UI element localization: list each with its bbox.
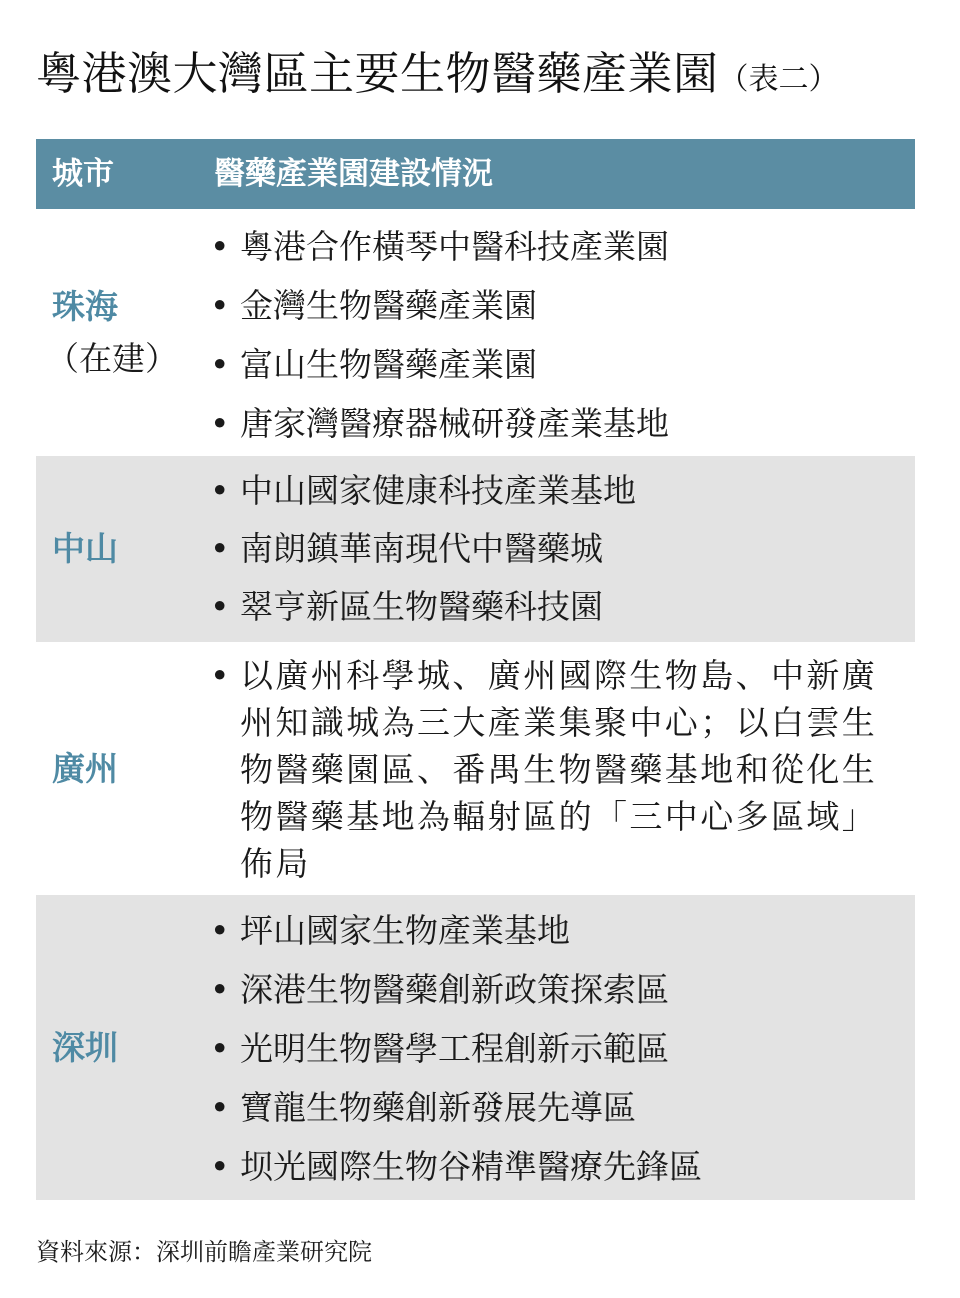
- city-cell-shenzhen: [52, 1022, 202, 1074]
- city-name: 中山: [52, 529, 118, 568]
- list-item: • 寶龍生物藥創新發展先導區: [206, 1078, 907, 1137]
- list-item: • 深港生物醫藥創新政策探索區: [206, 960, 907, 1019]
- table-row-guangzhou: [36, 642, 915, 895]
- city-note: （在建）: [46, 338, 178, 378]
- bullet-icon: •: [210, 656, 232, 695]
- title-main: 粵港澳大灣區主要生物醫藥產業園: [36, 47, 719, 100]
- bullet-icon: •: [210, 529, 230, 568]
- header-city: 城市: [52, 156, 114, 192]
- list-item: • 金灣生物醫藥產業園: [206, 276, 907, 335]
- table-row-zhongshan: [36, 456, 915, 642]
- bullet-icon: •: [210, 1088, 230, 1127]
- list-item: • 中山國家健康科技產業基地: [206, 462, 907, 520]
- table-header: [36, 139, 915, 209]
- list-item: • 坝光國際生物谷精準醫療先鋒區: [206, 1137, 907, 1196]
- list-item: • 粵港合作橫琴中醫科技產業園: [206, 217, 907, 276]
- table-row-shenzhen: [36, 895, 915, 1200]
- source-note: 資料來源：深圳前瞻產業研究院: [36, 1238, 372, 1266]
- bullet-icon: •: [210, 587, 230, 626]
- bullet-icon: •: [210, 970, 230, 1009]
- bullet-icon: •: [210, 286, 230, 325]
- bullet-icon: •: [210, 404, 230, 443]
- bullet-icon: •: [210, 227, 230, 266]
- city-cell-zhuhai: [46, 281, 202, 385]
- list-item: • 富山生物醫藥產業園: [206, 335, 907, 394]
- list-item: • 以廣州科學城、廣州國際生物島、中新廣州知識城為三大產業集聚中心；以白雲生物醫藥園區、番禺生物醫藥基地和從化生物醫藥基地為輻射區的「三中心多區域」佈局: [206, 652, 907, 887]
- city-name: 深圳: [52, 1027, 118, 1067]
- bullet-icon: •: [210, 1029, 230, 1068]
- list-item: • 光明生物醫學工程創新示範區: [206, 1019, 907, 1078]
- bullet-icon: •: [210, 1147, 230, 1186]
- header-status: 醫藥產業園建設情況: [214, 156, 493, 192]
- bullet-icon: •: [210, 471, 230, 510]
- city-name: 珠海: [52, 286, 118, 326]
- items-list-shenzhen: [206, 901, 907, 1196]
- items-list-guangzhou: [206, 652, 907, 887]
- items-list-zhongshan: [206, 462, 907, 636]
- city-cell-zhongshan: [52, 523, 202, 575]
- city-name: 廣州: [52, 748, 118, 788]
- bullet-icon: •: [210, 345, 230, 384]
- list-item: • 翠亨新區生物醫藥科技園: [206, 578, 907, 636]
- list-item: • 坪山國家生物產業基地: [206, 901, 907, 960]
- parks-table: [36, 139, 915, 1200]
- list-item: • 南朗鎮華南現代中醫藥城: [206, 520, 907, 578]
- title-suffix: （表二）: [718, 62, 839, 97]
- city-cell-guangzhou: [52, 743, 202, 795]
- table-row-zhuhai: [36, 209, 915, 456]
- items-list-zhuhai: [206, 217, 907, 453]
- page-title: [36, 44, 926, 110]
- bullet-icon: •: [210, 911, 230, 950]
- list-item: • 唐家灣醫療器械研發產業基地: [206, 394, 907, 453]
